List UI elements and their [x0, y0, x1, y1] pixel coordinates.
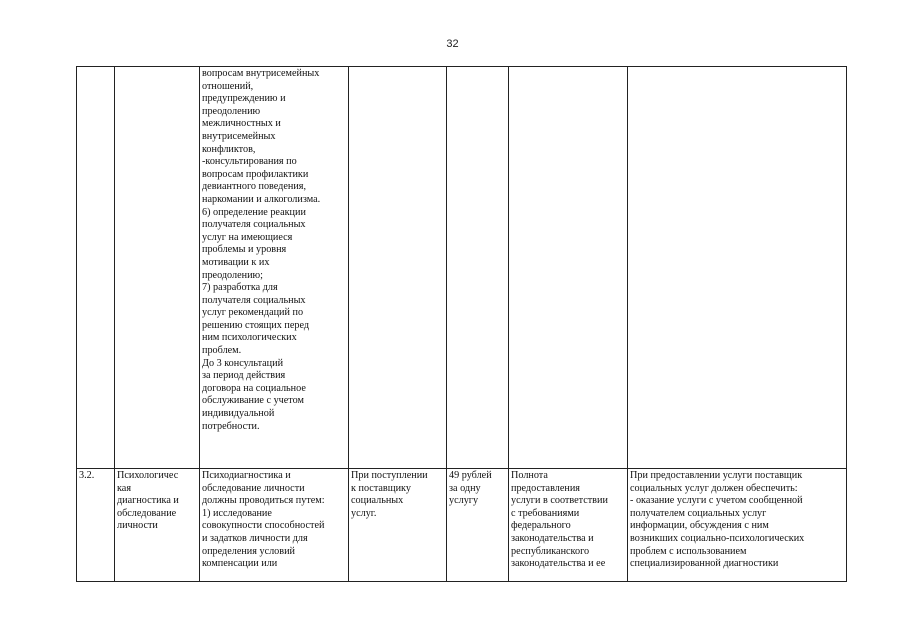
row-number-cell — [77, 67, 115, 469]
text-line: компенсации или — [202, 558, 278, 570]
text-line: социальных услуг должен обеспечить: — [630, 482, 798, 494]
service-term-cell — [349, 67, 447, 469]
text-line: конфликтов, — [202, 143, 256, 155]
text-line: межличностных и — [202, 118, 281, 130]
text-line: за одну — [449, 482, 481, 494]
table-row — [77, 469, 847, 582]
text-line: 7) разработка для — [202, 282, 278, 294]
text-line: мотивации к их — [202, 256, 270, 268]
services-table — [76, 66, 847, 582]
text-line: ним психологических — [202, 332, 297, 344]
text-line: До 3 консультаций — [202, 357, 284, 369]
table-body — [77, 67, 847, 582]
text-line: услуги в соответствии — [511, 495, 608, 507]
text-line: к поставщику — [351, 482, 411, 494]
text-line: законодательства и — [511, 532, 594, 544]
text-line: совокупности способностей — [202, 520, 325, 532]
text-line: законодательства и ее — [511, 558, 606, 570]
service-content-cell — [200, 67, 349, 469]
text-line: получателем социальных услуг — [630, 507, 767, 519]
text-line: Психодиагностика и — [202, 470, 291, 481]
text-line: 6) определение реакции — [202, 206, 306, 218]
text-line: Психологичес — [117, 470, 179, 481]
text-line: должны проводиться путем: — [202, 495, 325, 507]
text-line: услуг. — [351, 507, 377, 519]
text-line: социальных — [351, 495, 404, 507]
text-line: индивидуальной — [202, 408, 275, 420]
text-line: - оказание услуги с учетом сообщенной — [630, 495, 803, 507]
text-line: федерального — [511, 520, 571, 532]
service-conditions-cell — [628, 469, 847, 582]
text-line: предупреждению и — [202, 93, 286, 105]
quality-indicator-cell — [509, 67, 628, 469]
text-line: услуг рекомендаций по — [202, 307, 304, 319]
text-line: определения условий — [202, 545, 295, 557]
text-line: услуг на имеющиеся — [202, 231, 293, 243]
service-price-cell — [447, 67, 509, 469]
text-line: специализированной диагностики — [630, 558, 779, 570]
service-price-cell — [447, 469, 509, 582]
text-line: проблемы и уровня — [202, 244, 287, 256]
text-line: решению стоящих перед — [202, 319, 310, 331]
text-line: с требованиями — [511, 507, 580, 519]
quality-indicator-cell — [509, 469, 628, 582]
text-line: личности — [117, 520, 158, 532]
text-line: и задатков личности для — [202, 532, 308, 544]
text-line: отношений, — [202, 80, 254, 92]
text-line: обслуживание с учетом — [202, 395, 304, 407]
text-line: диагностика и — [117, 495, 179, 507]
text-line: -консультирования по — [202, 156, 297, 168]
text-line: предоставления — [511, 482, 580, 494]
text-line: вопросам профилактики — [202, 168, 309, 180]
service-term-cell — [349, 469, 447, 582]
text-line: 49 рублей — [449, 470, 492, 481]
text-line: получателя социальных — [202, 219, 306, 231]
text-line: вопросам внутрисемейных — [202, 68, 320, 79]
text-line: возникших социально-психологических — [630, 532, 805, 544]
text-line: республиканского — [511, 545, 590, 557]
text-line: девиантного поведения, — [202, 181, 307, 193]
service-conditions-cell — [628, 67, 847, 469]
text-line: проблем с использованием — [630, 545, 747, 557]
page-number: 32 — [446, 38, 459, 50]
text-line: Полнота — [511, 470, 548, 481]
text-line: информации, обсуждения с ним — [630, 520, 769, 532]
text-line: преодолению; — [202, 269, 263, 281]
text-line: внутрисемейных — [202, 130, 276, 142]
service-content-cell — [200, 469, 349, 582]
text-line: 1) исследование — [202, 507, 272, 519]
text-line: наркомании и алкоголизма. — [202, 193, 321, 205]
text-line: получателя социальных — [202, 294, 306, 306]
text-line: услугу — [449, 495, 479, 507]
text-line: обследование личности — [202, 482, 305, 494]
text-line: потребности. — [202, 420, 260, 432]
text-line: за период действия — [202, 370, 286, 382]
service-name-cell — [115, 469, 200, 582]
text-line: При предоставлении услуги поставщик — [630, 470, 803, 481]
text-line: обследование — [117, 507, 177, 519]
text-line: проблем. — [202, 345, 242, 357]
table-row — [77, 67, 847, 469]
text-line: преодолению — [202, 105, 261, 117]
text-line: При поступлении — [351, 470, 428, 481]
text-line: кая — [117, 482, 132, 494]
service-name-cell — [115, 67, 200, 469]
row-number-cell: 3.2. — [77, 469, 115, 582]
text-line: договора на социальное — [202, 382, 306, 394]
